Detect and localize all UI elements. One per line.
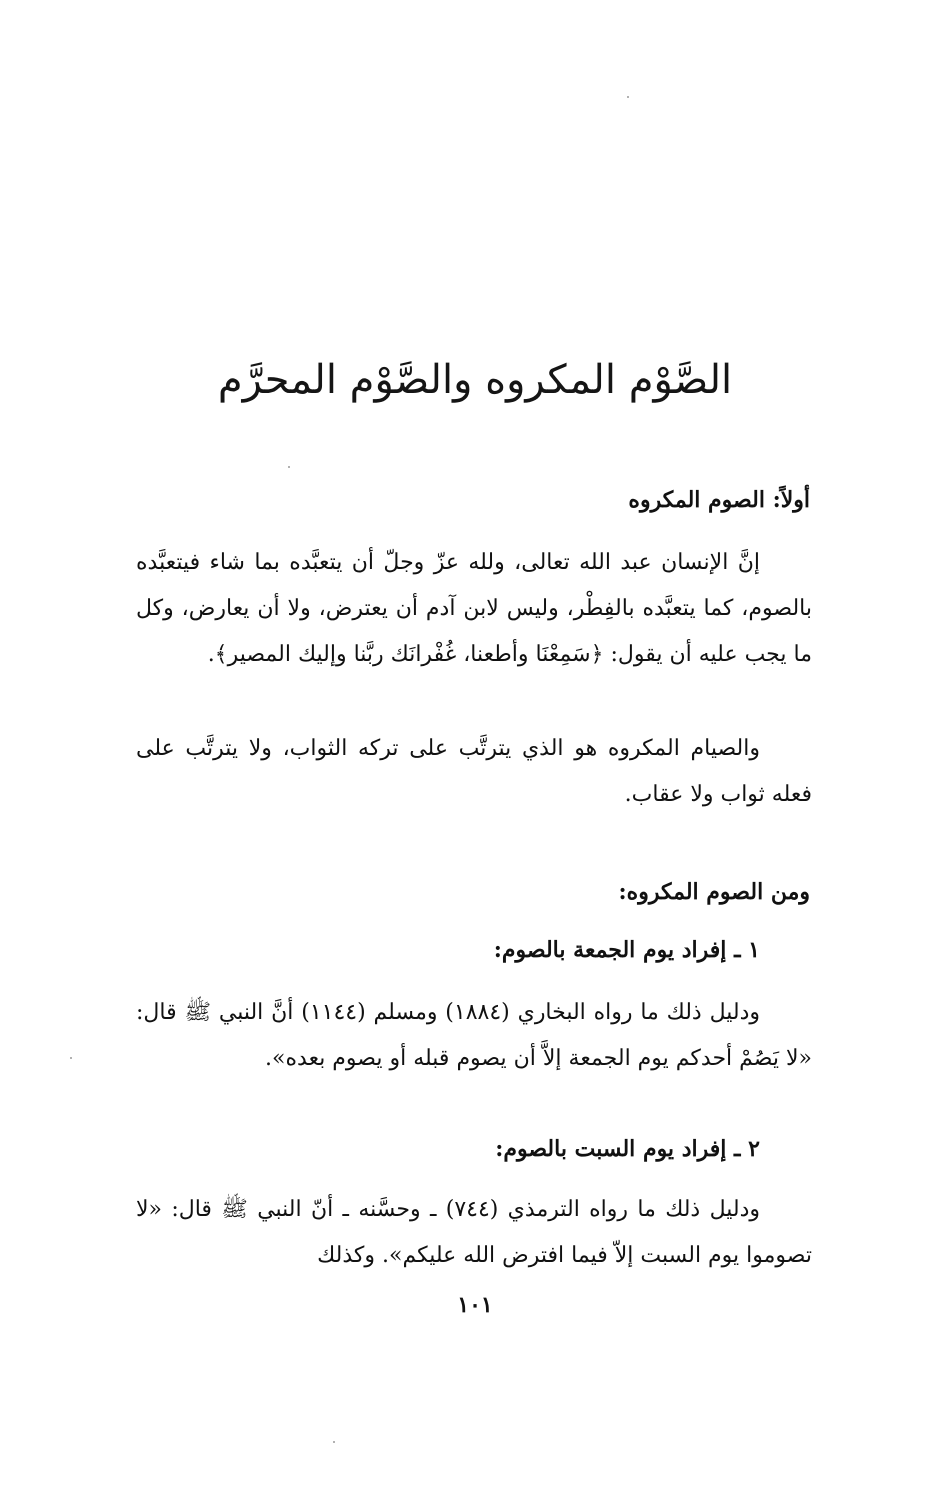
list-item-2-heading: ٢ ـ إفراد يوم السبت بالصوم: [495,1136,760,1162]
paper-speck [70,1057,72,1059]
paragraph-definition [136,726,812,818]
list-item-1-heading: ١ ـ إفراد يوم الجمعة بالصوم: [493,937,760,963]
list-item-2-text [136,1187,812,1279]
paragraph-intro-text: إنَّ الإنسان عبد الله تعالى، ولله عزّ وجلّ أن يتعبَّده بما شاء فيتعبَّده بالصوم، كما يتعبَّده بالفِطْر، وليس لابن آدم أن يعترض، ولا أن يعارض، وكل ما يجب عليه أن يقول: ﴿سَمِعْنَا وأطعنا، غُفْرانَك ربَّنا وإليك المصير﴾. [136,550,812,667]
paragraph-definition-text: والصيام المكروه هو الذي يترتَّب على تركه الثواب، ولا يترتَّب على فعله ثواب ولا عقاب. [136,736,812,807]
page-number: ١٠١ [457,1292,493,1318]
subheading-makruh-list: ومن الصوم المكروه: [618,879,810,905]
paper-speck [288,466,290,468]
list-item-1-text [136,990,812,1082]
paragraph-intro [136,540,812,678]
list-item-1-body: ودليل ذلك ما رواه البخاري (١٨٨٤) ومسلم (١١٤٤) أنَّ النبي ﷺ قال: «لا يَصُمْ أحدكم يوم الجمعة إلاَّ أن يصوم قبله أو يصوم بعده». [136,1000,812,1071]
list-item-2-body: ودليل ذلك ما رواه الترمذي (٧٤٤) ـ وحسَّنه ـ أنّ النبي ﷺ قال: «لا تصوموا يوم السبت إلاّ فيما افترض الله عليكم». وكذلك [136,1197,812,1268]
paper-speck [333,1441,335,1443]
chapter-title: الصَّوْم المكروه والصَّوْم المحرَّم [217,357,733,403]
paper-speck [627,96,629,98]
section-heading-makruh: أولاً: الصوم المكروه [628,487,810,513]
